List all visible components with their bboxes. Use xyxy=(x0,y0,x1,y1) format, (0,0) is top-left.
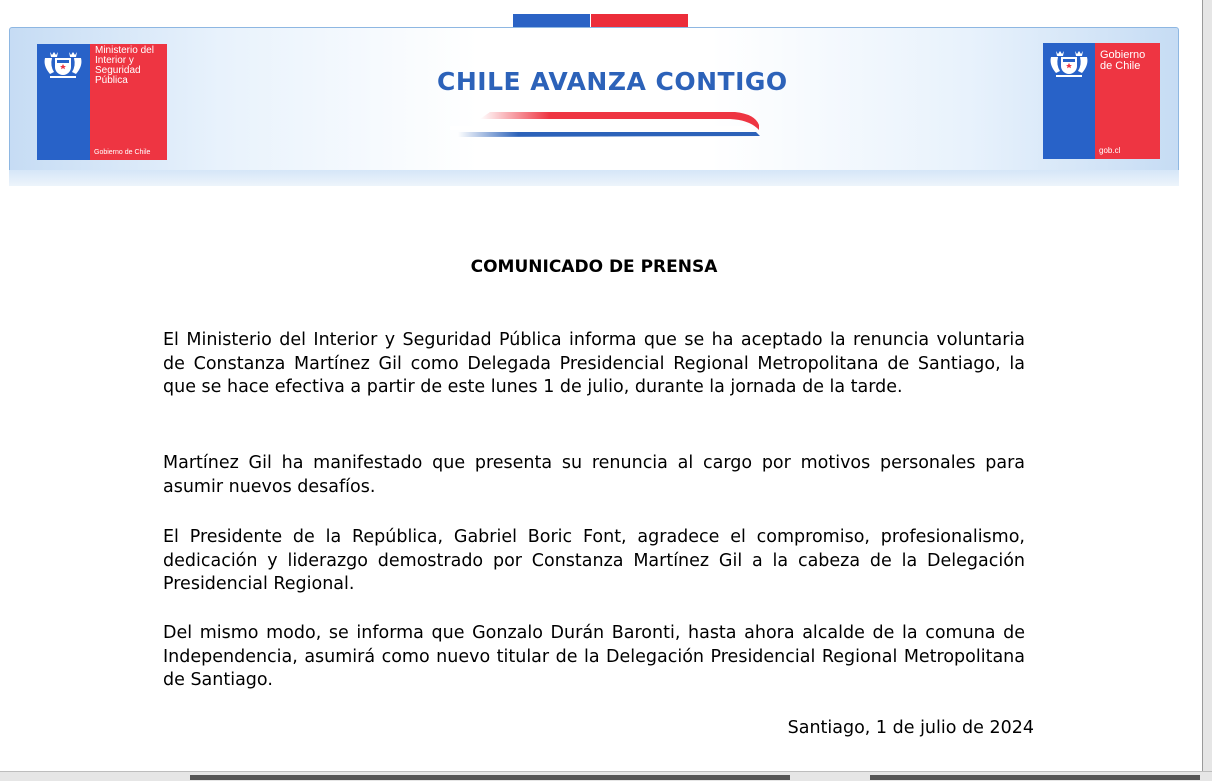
bottom-mark-right xyxy=(870,775,1200,780)
gobierno-logo xyxy=(1043,43,1160,159)
paragraph-3: El Presidente de la República, Gabriel Boric Font, agradece el compromiso, profesionalismo, dedicación y liderazgo demostrado por Constanza Martínez Gil a la cabeza de la Delegación Presidencial Regional. xyxy=(163,527,1025,594)
place-and-date: Santiago, 1 de julio de 2024 xyxy=(787,718,1034,738)
logo-blue-panel xyxy=(1043,43,1095,159)
logo-red-panel xyxy=(1095,43,1160,159)
document-title: COMUNICADO DE PRENSA xyxy=(470,257,718,277)
gobierno-footer: gob.cl xyxy=(1099,146,1121,155)
coat-of-arms-icon xyxy=(42,50,84,80)
flag-stripe-red xyxy=(591,14,688,27)
paragraph-2: Martínez Gil ha manifestado que presenta su renuncia al cargo por motivos personales para asumir nuevos desafíos. xyxy=(163,453,1025,497)
page-margin-right xyxy=(1203,0,1212,780)
logo-red-panel xyxy=(90,44,167,160)
bottom-mark-left xyxy=(190,775,790,780)
flag-stripe-blue xyxy=(513,14,590,27)
coat-of-arms-icon xyxy=(1048,49,1090,79)
header-banner-shadow xyxy=(9,170,1179,186)
ministerio-name: Ministerio del Interior y Seguridad Pública xyxy=(95,45,154,86)
slogan: CHILE AVANZA CONTIGO xyxy=(437,67,788,96)
swoosh-graphic xyxy=(450,110,762,140)
ministerio-logo xyxy=(37,44,167,160)
paragraph-4: Del mismo modo, se informa que Gonzalo Durán Baronti, hasta ahora alcalde de la comuna de Independencia, asumirá como nuevo titular de la Delegación Presidencial Regional Metropolitana de Santiago. xyxy=(163,623,1025,690)
gobierno-name: Gobierno de Chile xyxy=(1100,49,1146,72)
page-border xyxy=(1202,0,1203,780)
ministerio-footer: Gobierno de Chile xyxy=(94,149,151,156)
header-banner xyxy=(9,27,1179,185)
paragraph-1: El Ministerio del Interior y Seguridad Pública informa que se ha aceptado la renuncia voluntaria de Constanza Martínez Gil como Delegada Presidencial Regional Metropolitana de Santiago, la que se hace efectiva a partir de este lunes 1 de julio, durante la jornada de la tarde. xyxy=(163,330,1025,397)
logo-blue-panel xyxy=(37,44,90,160)
